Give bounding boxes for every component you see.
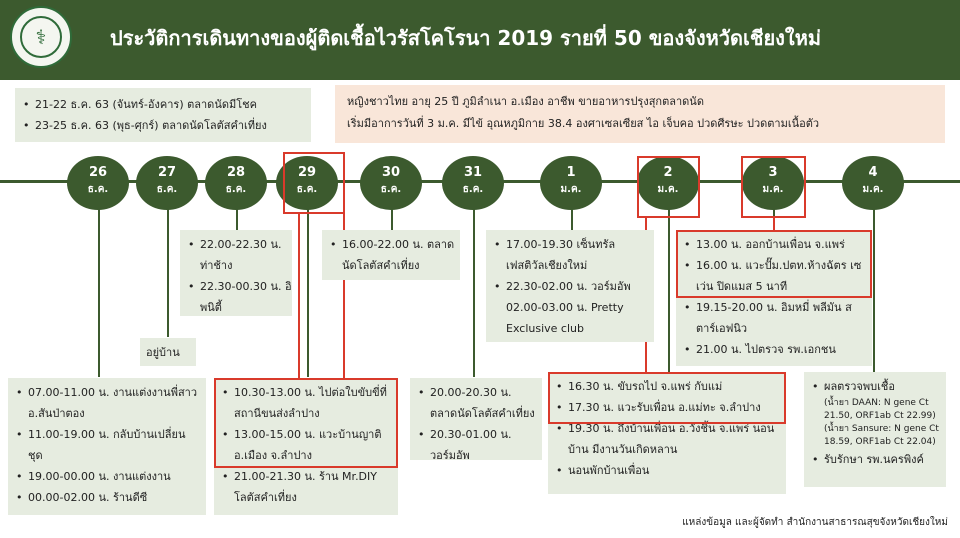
list-item: • 22.00-22.30 น. ท่าช้าง bbox=[188, 234, 292, 276]
date-node-1: 1 ม.ค. bbox=[540, 156, 602, 210]
date-node-29: 29 ธ.ค. bbox=[276, 156, 338, 210]
highlight-frame-2 bbox=[637, 156, 700, 218]
day-30-box bbox=[322, 230, 460, 280]
list-item: • 13.00 น. ออกบ้านเพื่อน จ.แพร่ bbox=[684, 234, 864, 255]
list-item: • 22.30-00.30 น. อิพนิตี้ bbox=[188, 276, 292, 318]
list-item: • 16.30 น. ขับรถไป จ.แพร่ กับแม่ bbox=[556, 376, 778, 397]
list-item: • 17.00-19.30 เซ็นทรัล เฟสติวัลเชียงใหม่ bbox=[494, 234, 652, 276]
date-node-2: 2 ม.ค. bbox=[637, 156, 699, 210]
date-node-3: 3 ม.ค. bbox=[742, 156, 804, 210]
date-node-30: 30 ธ.ค. bbox=[360, 156, 422, 210]
patient-info-line1: หญิงชาวไทย อายุ 25 ปี ภูมิลำเนา อ.เมือง อาชีพ ขายอาหารปรุงสุกตลาดนัด bbox=[347, 95, 704, 108]
date-node-27: 27 ธ.ค. bbox=[136, 156, 198, 210]
date-node-28: 28 ธ.ค. bbox=[205, 156, 267, 210]
list-item: • 20.00-20.30 น. ตลาดนัดโลตัสคำเที่ยง bbox=[418, 382, 542, 424]
highlight-frame-29 bbox=[283, 152, 345, 214]
list-item: • 16.00-22.00 น. ตลาดนัดโลตัสคำเที่ยง bbox=[330, 234, 460, 276]
test-result: • ผลตรวจพบเชื้อ bbox=[812, 376, 938, 397]
list-item: • นอนพักบ้านเพื่อน bbox=[556, 460, 778, 481]
caduceus-icon: ⚕ bbox=[20, 16, 62, 58]
top-left-market-box bbox=[15, 88, 311, 142]
highlight-box-2 bbox=[548, 372, 786, 424]
highlight-line-29-left bbox=[298, 212, 300, 380]
list-item: • 21-22 ธ.ค. 63 (จันทร์-อังคาร) ตลาดนัดมีโชค bbox=[23, 94, 303, 115]
connector bbox=[873, 205, 875, 372]
highlight-box-29 bbox=[214, 378, 398, 468]
ministry-logo bbox=[10, 6, 72, 68]
patient-info-line2: เริ่มมีอาการวันที่ 3 ม.ค. มีไข้ อุณหภูมิกาย 38.4 องศาเซลเซียส ไอ เจ็บคอ ปวดศีรษะ ปวดตามเนื้อตัว bbox=[347, 117, 820, 130]
list-item: • 17.30 น. แวะรับเพื่อน อ.แม่ทะ จ.ลำปาง bbox=[556, 397, 778, 418]
date-node-26: 26 ธ.ค. bbox=[67, 156, 129, 210]
test-note-daan: (น้ำยา DAAN: N gene Ct 21.50, ORF1ab Ct 22.99) bbox=[824, 398, 936, 421]
day-27-box bbox=[140, 338, 196, 366]
connector bbox=[307, 205, 309, 377]
list-item: • 16.00 น. แวะปั๊ม.ปตท.ห้างฉัตร เซเว่น ปิดแมส 5 นาที bbox=[684, 255, 868, 297]
list-item: • 20.30-01.00 น. วอร์มอัพ bbox=[418, 424, 542, 466]
connector bbox=[668, 205, 670, 372]
list-item: • 22.30-02.00 น. วอร์มอัพ 02.00-03.00 น. Pretty Exclusive club bbox=[494, 276, 652, 339]
highlight-box-3 bbox=[676, 230, 872, 298]
date-node-4: 4 ม.ค. bbox=[842, 156, 904, 210]
list-item: • 13.00-15.00 น. แวะบ้านญาติ อ.เมือง จ.ลำปาง bbox=[222, 424, 396, 466]
day-4-box bbox=[804, 372, 946, 487]
connector bbox=[98, 205, 100, 377]
day-31-box bbox=[410, 378, 542, 460]
connector bbox=[473, 205, 475, 377]
day-28-box bbox=[180, 230, 292, 316]
list-item: • 21.00 น. ไปตรวจ รพ.เอกชน bbox=[684, 339, 864, 360]
list-item: • 19.15-20.00 น. อิมหมี่ พลีมัน สตาร์เอฟนิว bbox=[684, 297, 868, 339]
list-item: • 00.00-02.00 น. ร้านดีซี bbox=[16, 487, 198, 508]
patient-info-box bbox=[335, 85, 945, 143]
connector bbox=[167, 205, 169, 337]
highlight-frame-3 bbox=[741, 156, 806, 218]
list-item: • 11.00-19.00 น. กลับบ้านเปลี่ยนชุด bbox=[16, 424, 198, 466]
stay-home-text: อยู่บ้าน bbox=[146, 346, 180, 359]
highlight-line-3 bbox=[773, 216, 775, 231]
list-item: • 10.30-13.00 น. ไปต่อใบขับขี่ที่สถานีขนส่งลำปาง bbox=[222, 382, 396, 424]
list-item: • 19.00-00.00 น. งานแต่งงาน bbox=[16, 466, 198, 487]
list-item: • 19.30 น. ถึงบ้านเพื่อน อ.วังชิ้น จ.แพร่ นอนบ้าน มีงานวันเกิดหลาน bbox=[556, 418, 778, 460]
day-1-box bbox=[486, 230, 654, 342]
day-26-box bbox=[8, 378, 206, 515]
header-bar bbox=[0, 0, 960, 80]
page-title: ประวัติการเดินทางของผู้ติดเชื้อไวรัสโคโรนา 2019 รายที่ 50 ของจังหวัดเชียงใหม่ bbox=[110, 26, 822, 50]
source-credit: แหล่งข้อมูล และผู้จัดทำ สำนักงานสาธารณสุขจังหวัดเชียงใหม่ bbox=[682, 517, 948, 528]
date-node-31: 31 ธ.ค. bbox=[442, 156, 504, 210]
list-item: • 21.00-21.30 น. ร้าน Mr.DIY โลตัสคำเที่ยง bbox=[222, 466, 396, 508]
list-item: • 23-25 ธ.ค. 63 (พุธ-ศุกร์) ตลาดนัดโลตัสคำเที่ยง bbox=[23, 115, 303, 136]
treatment-hospital: • รับรักษา รพ.นครพิงค์ bbox=[812, 449, 938, 470]
list-item: • 07.00-11.00 น. งานแต่งงานพี่สาว อ.สันป่าตอง bbox=[16, 382, 198, 424]
test-note-sansure: (น้ำยา Sansure: N gene Ct 18.59, ORF1ab Ct 22.04) bbox=[824, 424, 939, 447]
